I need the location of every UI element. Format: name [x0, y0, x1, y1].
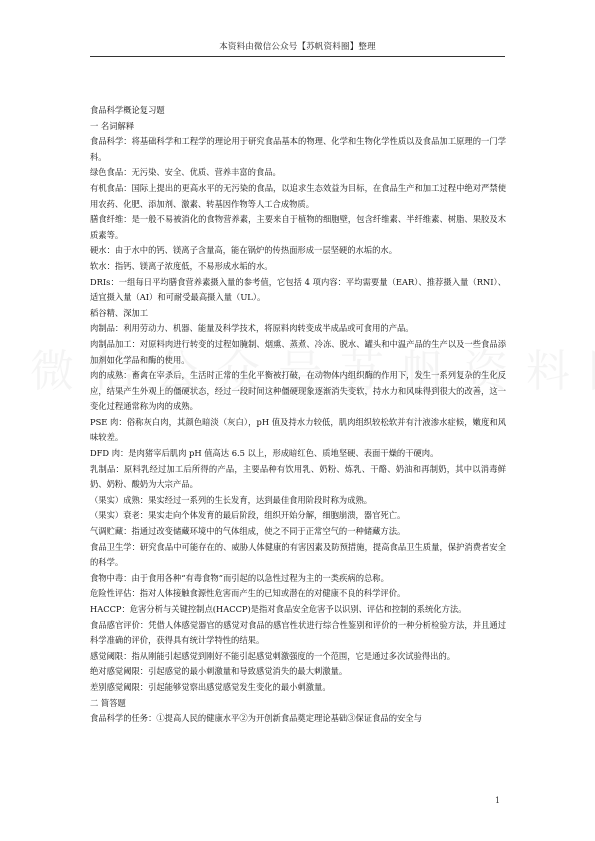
- paragraph: （果实）成熟：果实经过一系列的生长发育，达到最佳食用阶段时称为成熟。: [90, 494, 373, 505]
- paragraph: 乳制品：原料乳经过加工后所得的产品，主要品种有饮用乳、奶粉、炼乳、干酪、奶油和再制奶，其中以消毒鲜奶、奶粉、酸奶为大宗产品。: [90, 463, 506, 490]
- header-divider: [90, 56, 505, 57]
- paragraph: 危险性评估：指对人体接触食源性危害而产生的已知或潜在的对健康不良的科学评价。: [90, 588, 406, 599]
- paragraph: DFD 肉：是肉猪宰后肌肉 pH 值高达 6.5 以上，形成暗红色、质地坚硬、表面干燥的干硬肉。: [90, 448, 439, 459]
- paragraph: 稻谷精、深加工: [90, 307, 149, 318]
- paragraph: 气调贮藏：指通过改变储藏环境中的气体组成，使之不同于正常空气的一种储藏方法。: [90, 526, 406, 537]
- paragraph: 食物中毒：由于食用各种“有毒食物”而引起的以急性过程为主的一类疾病的总称。: [90, 572, 389, 583]
- paragraph: PSE 肉：俗称灰白肉，其颜色暗淡（灰白），pH 值及持水力较低，肌肉组织较松软并有汁液渗水症候，嫩度和风味较差。: [90, 416, 506, 443]
- paragraph: 肉制品：利用劳动力、机器、能量及科学技术，将原料肉转变成半成品或可食用的产品。: [90, 323, 414, 334]
- section-heading: 二 简答题: [90, 697, 126, 708]
- paragraph: （果实）衰老：果实走向个体发育的最后阶段，组织开始分解，细胞崩溃，器官死亡。: [90, 510, 406, 521]
- page-number: 1: [495, 796, 501, 805]
- paragraph: 有机食品：国际上提出的更高水平的无污染的食品，以追求生态效益为目标，在食品生产和加工过程中绝对严禁使用农药、化肥、添加剂、激素、转基因作物等人工合成物质。: [90, 182, 506, 209]
- paragraph: 硬水：由于水中的钙、镁离子含量高，能在锅炉的传热面形成一层坚硬的水垢的水。: [90, 245, 397, 256]
- document-body: [90, 103, 506, 727]
- page-header: 本资料由微信公众号【苏帆资料圈】整理: [219, 42, 376, 52]
- paragraph: 食品感官评价：凭借人体感觉器官的感觉对食品的感官性状进行综合性鉴别和评价的一种分析检验方法，并且通过科学准确的评价，获得具有统计学特性的结果。: [90, 619, 506, 646]
- paragraph: 差别感觉阈限：引起能够觉察出感觉感觉发生变化的最小刺激量。: [90, 681, 331, 692]
- section-heading: 一 名词解释: [90, 120, 135, 131]
- paragraph: 感觉阈限：指从刚能引起感觉到刚好不能引起感觉刺激强度的一个范围，它是通过多次试验得出的。: [90, 650, 456, 661]
- paragraph: 食品科学的任务：①提高人民的健康水平②为开创新食品奠定理论基础③保证食品的安全与: [90, 713, 422, 724]
- paragraph: 食品卫生学：研究食品中可能存在的、威胁人体健康的有害因素及防预措施，提高食品卫生质量，保护消费者安全的科学。: [90, 541, 506, 568]
- paragraph: 绿色食品：无污染、安全、优质、营养丰富的食品。: [90, 167, 281, 178]
- paragraph: 绝对感觉阈限：引起感觉的最小刺激量和导致感觉消失的最大刺激量。: [90, 666, 348, 677]
- paragraph: HACCP：危害分析与关键控制点(HACCP)是指对食品安全危害予以识别、评估和控制的系统化方法。: [90, 604, 467, 614]
- paragraph: 肉的成熟：畜禽在宰杀后，生活时正常的生化平衡被打破，在动物体内组织酶的作用下，发生一系列复杂的生化反应，结果产生外观上的僵硬状态，经过一段时间这种僵硬现象逐渐消失变软，持水力和风味得到很大的改善，这一变化过程通常称为肉的成熟。: [90, 370, 506, 412]
- paragraph: 肉制品加工：对原料肉进行转变的过程如腌制、烟熏、蒸煮、冷冻、脱水、罐头和中温产品的生产以及一些食品添加剂如化学品和酶的使用。: [90, 338, 506, 365]
- paragraph: 食品科学：将基础科学和工程学的理论用于研究食品基本的物理、化学和生物化学性质以及食品加工原理的一门学科。: [90, 136, 506, 162]
- paragraph: 软水：指钙、镁离子浓度低，不易形成水垢的水。: [90, 260, 273, 271]
- paragraph: DRIs：一组每日平均膳食营养素摄入量的参考值，它包括 4 项内容：平均需要量（EAR）、推荐摄入量（RNI）、适宜摄入量（AI）和可耐受最高摄入量（UL）。: [90, 276, 506, 303]
- paragraph: 膳食纤维：是一般不易被消化的食物营养素，主要来自于植物的细胞壁，包含纤维素、半纤维素、树脂、果胶及木质素等。: [90, 214, 506, 240]
- document-title: 食品科学概论复习题: [90, 105, 165, 115]
